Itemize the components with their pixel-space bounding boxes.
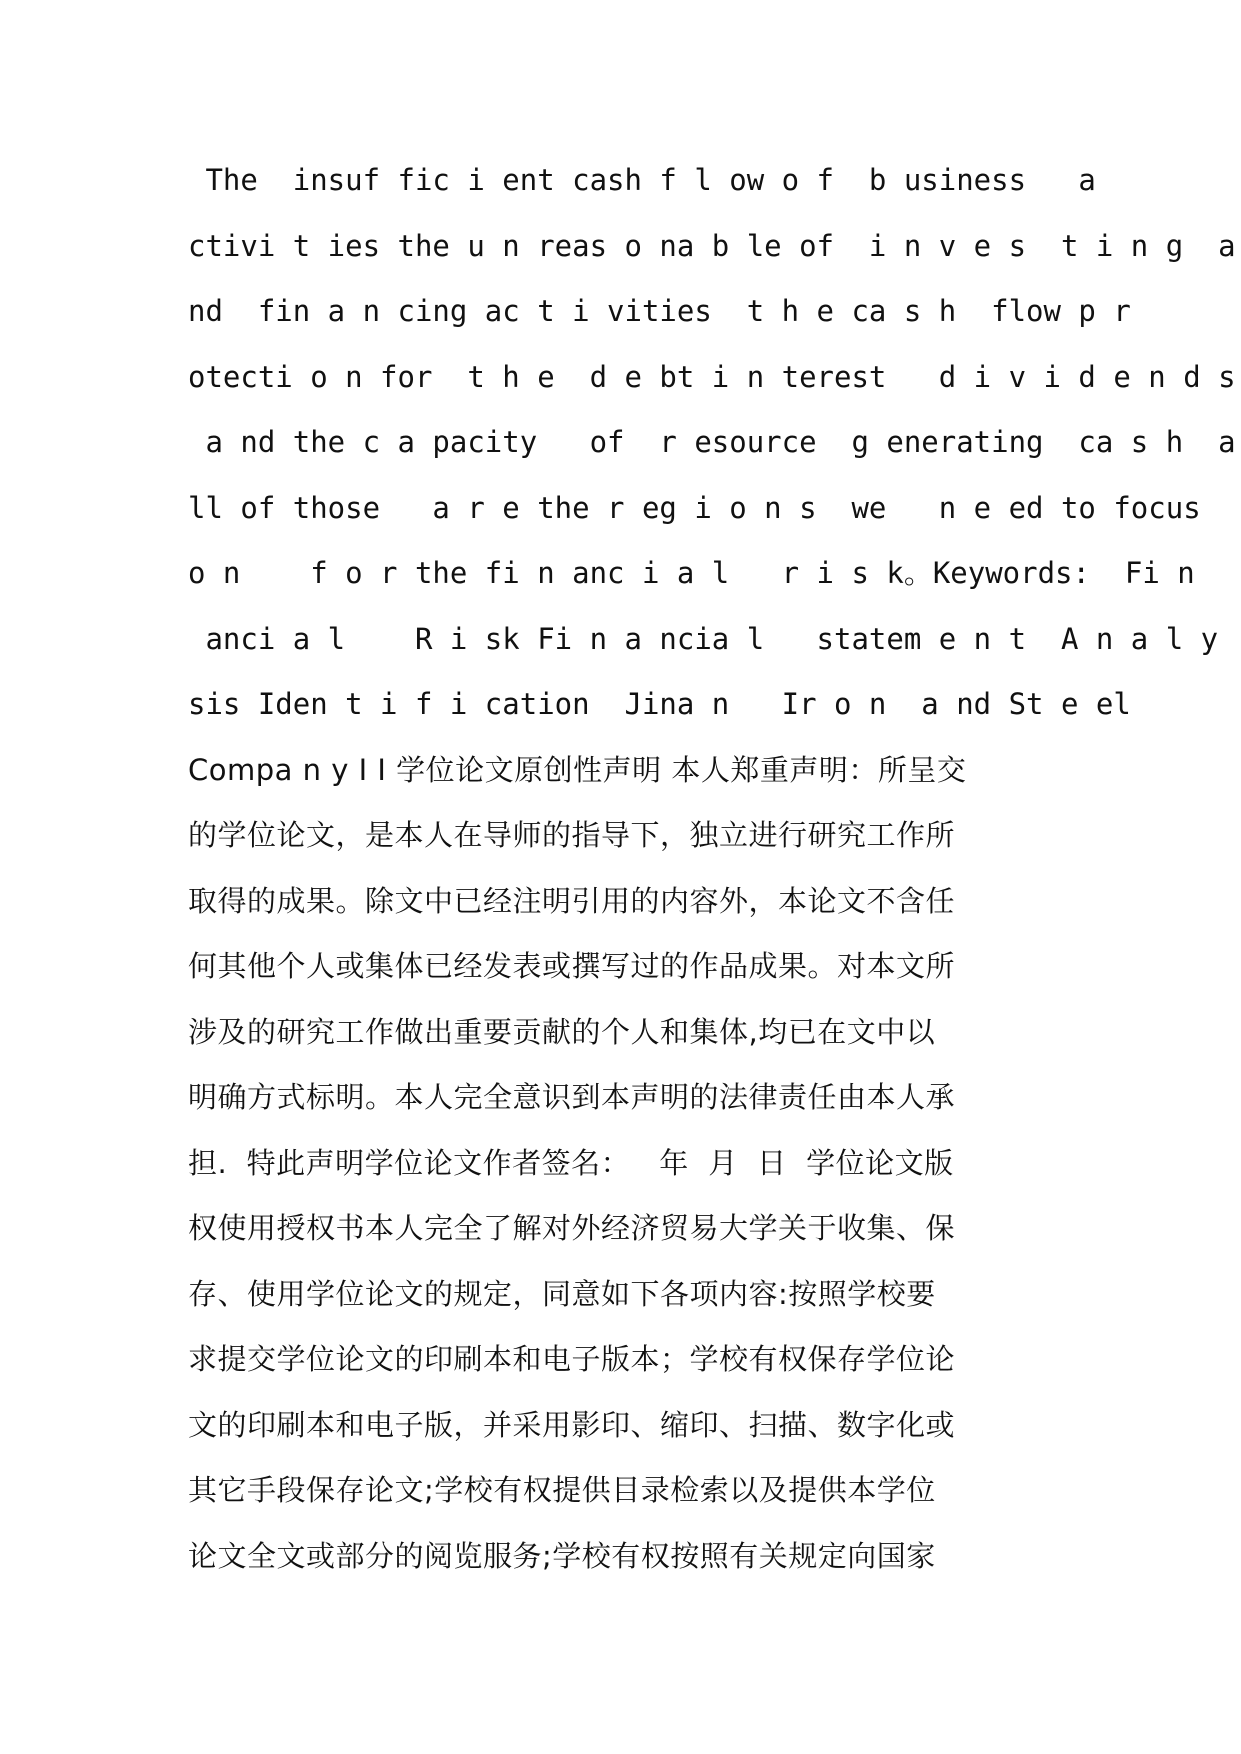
text-line: 权使用授权书本人完全了解对外经济贸易大学关于收集、保 [188, 1211, 956, 1245]
text-line: 何其他个人或集体已经发表或撰写过的作品成果。对本文所 [188, 949, 956, 983]
text-line: ctivi t ies the u n reas o na b le of i n v e s t i n g a [188, 228, 1236, 263]
text-line: Compa n y Ⅰ Ⅰ 学位论文原创性声明 本人郑重声明：所呈交 [188, 752, 967, 787]
text-line: 明确方式标明。本人完全意识到本声明的法律责任由本人承 [188, 1080, 956, 1114]
text-line: 文的印刷本和电子版，并采用影印、缩印、扫描、数字化或 [188, 1407, 956, 1442]
text-line: 取得的成果。除文中已经注明引用的内容外，本论文不含任 [188, 883, 956, 918]
text-line: 涉及的研究工作做出重要贡献的个人和集体,均已在文中以 [188, 1014, 936, 1049]
text-line: 担. 特此声明学位论文作者签名： 年 月 日 学位论文版 [188, 1145, 954, 1180]
text-line: 其它手段保存论文;学校有权提供目录检索以及提供本学位 [188, 1473, 936, 1507]
text-line: 求提交学位论文的印刷本和电子版本；学校有权保存学位论 [188, 1342, 956, 1376]
text-line: 论文全文或部分的阅览服务;学校有权按照有关规定向国家 [188, 1538, 936, 1573]
body-text [188, 160, 1236, 1601]
text-line: The insuf fic i ent cash f l ow o f b usiness a [188, 163, 1096, 197]
text-line: nd fin a n cing ac t i vities t h e ca s h flow p r [188, 294, 1131, 328]
text-line: 的学位论文，是本人在导师的指导下，独立进行研究工作所 [188, 818, 956, 852]
text-line: o n f o r the fi n anc i a l r i s k。Keywords: Fi n [188, 556, 1195, 590]
text-line: a nd the c a pacity of r esource g enerating ca s h a [188, 425, 1236, 459]
text-line: ll of those a r e the r eg i o n s we n e ed to focus [188, 490, 1201, 525]
text-line: anci a l R i sk Fi n a ncia l statem e n t A n a l y [188, 621, 1219, 656]
text-line: 存、使用学位论文的规定，同意如下各项内容:按照学校要 [188, 1276, 936, 1311]
text-line: otecti o n for t h e d e bt i n terest d i v i d e n d s [188, 359, 1236, 394]
text-line: sis Iden t i f i cation Jina n Ir o n a nd St e el [188, 687, 1131, 721]
